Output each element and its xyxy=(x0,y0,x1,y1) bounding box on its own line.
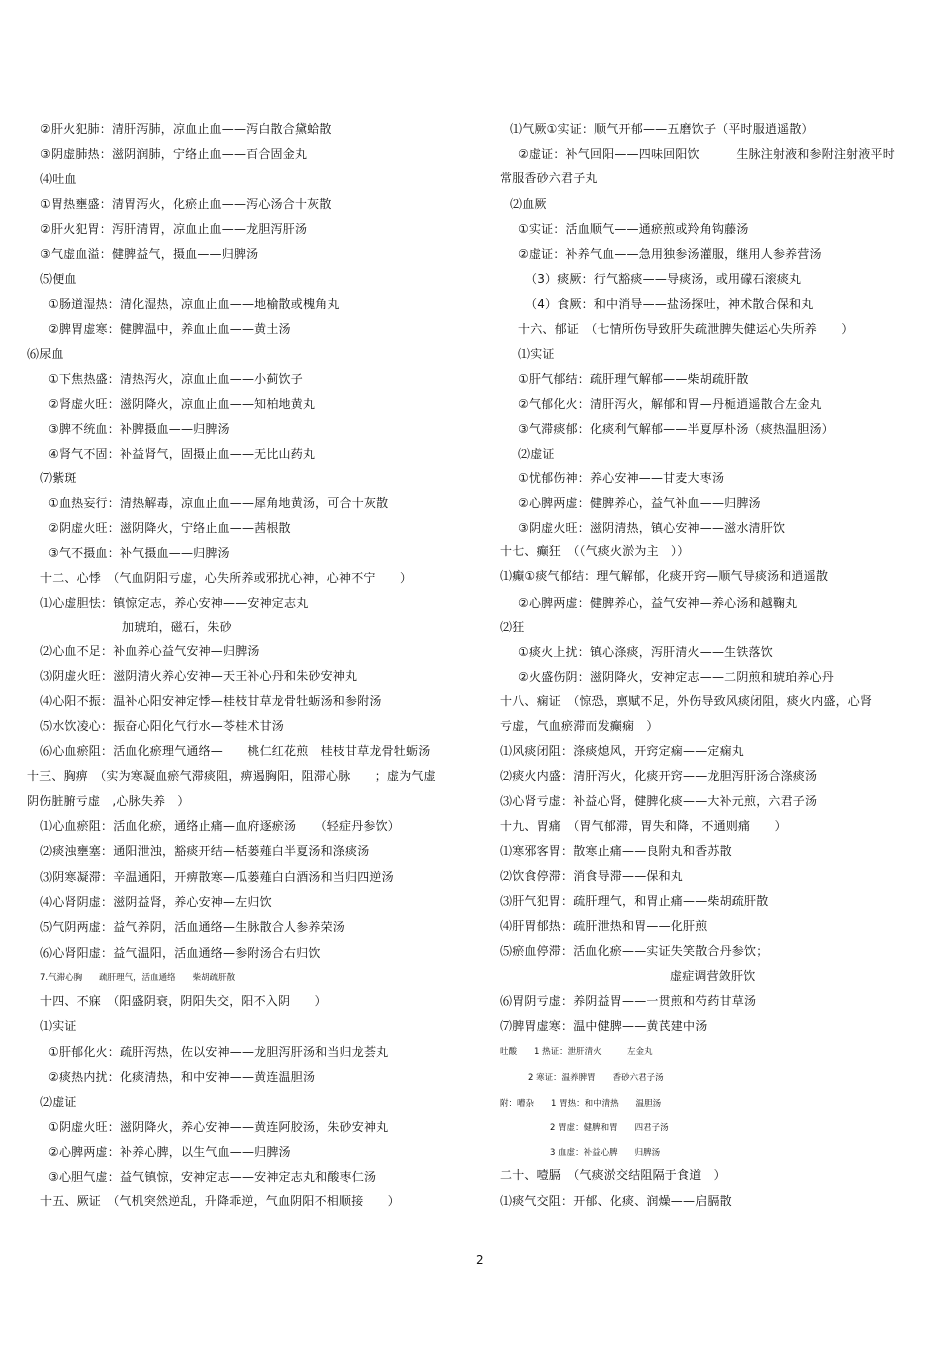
text-line: ⑷吐血 xyxy=(40,172,77,186)
page-number: 2 xyxy=(476,1253,484,1267)
text-line: ⑴心虚胆怯：镇惊定志，养心安神——安神定志丸 xyxy=(40,596,309,610)
text-line: ④肾气不固：补益肾气，固摄止血——无比山药丸 xyxy=(48,447,316,461)
text-line: ⑹尿血 xyxy=(27,347,64,361)
text-line: ⑵饮食停滞：消食导滞——保和丸 xyxy=(500,869,684,883)
text-line: ①胃热壅盛：清胃泻火，化瘀止血——泻心汤合十灰散 xyxy=(40,197,332,211)
text-line: 亏虚，气血瘀滞而发癫痫 ） xyxy=(500,719,659,733)
text-line: 阴伤脏腑亏虚 ,心脉失养 ） xyxy=(27,794,190,808)
text-line: 加琥珀，磁石，朱砂 xyxy=(122,620,232,634)
text-line: ⑵痰浊壅塞：通阳泄浊，豁痰开结—栝蒌薤白半夏汤和涤痰汤 xyxy=(40,844,370,858)
text-line: ⑹心血瘀阻：活血化瘀理气通络— 桃仁红花煎 桂枝甘草龙骨牡蛎汤 xyxy=(40,744,431,758)
text-line: ⑵心血不足：补血养心益气安神—归脾汤 xyxy=(40,644,260,658)
section-heading: 十八、痫证 （惊恐，禀赋不足，外伤导致风痰闭阻，痰火内盛，心肾 xyxy=(500,694,873,708)
section-heading: 十三、胸痹 （实为寒凝血瘀气滞痰阻，痹遏胸阳，阻滞心脉 ；虚为气虚 xyxy=(27,769,436,783)
text-line: ②肝火犯肺：清肝泻肺，凉血止血——泻白散合黛蛤散 xyxy=(40,122,332,136)
text-line: ⑷心阳不振：温补心阳安神定悸—桂枝甘草龙骨牡蛎汤和参附汤 xyxy=(40,694,382,708)
text-line: ②心脾两虚：健脾养心，益气安神—养心汤和越鞠丸 xyxy=(518,596,798,610)
text-line: ①痰火上扰：镇心涤痰，泻肝清火——生铁落饮 xyxy=(518,645,773,659)
text-line: （3）痰厥：行气豁痰——导痰汤，或用礞石滚痰丸 xyxy=(525,272,802,286)
text-line: ②虚证：补养气血——急用独参汤灌服，继用人参养营汤 xyxy=(518,247,822,261)
text-line: ⑸气阴两虚：益气养阴，活血通络—生脉散合人参养荣汤 xyxy=(40,920,346,934)
text-line: ⑴实证 xyxy=(40,1019,77,1033)
text-line: ③脾不统血：补脾摄血——归脾汤 xyxy=(48,422,230,436)
text-line: ⑵血厥 xyxy=(510,197,547,211)
text-line: ⑶阴寒凝滞：辛温通阳，开痹散寒—瓜蒌薤白白酒汤和当归四逆汤 xyxy=(40,870,394,884)
text-line: ⑷肝胃郁热：疏肝泄热和胃——化肝煎 xyxy=(500,919,708,933)
text-line: ①肠道湿热：清化湿热，凉血止血——地榆散或槐角丸 xyxy=(48,297,340,311)
text-line: ⑴风痰闭阻：涤痰熄风，开窍定痫——定痫丸 xyxy=(500,744,745,758)
text-line: ⑶肝气犯胃：疏肝理气，和胃止痛——柴胡疏肝散 xyxy=(500,894,769,908)
text-line: ①阴虚火旺：滋阴降火，养心安神——黄连阿胶汤，朱砂安神丸 xyxy=(48,1120,389,1134)
text-line: ⑴实证 xyxy=(518,347,555,361)
text-line: ③阴虚肺热：滋阴润肺，宁络止血——百合固金丸 xyxy=(40,147,308,161)
text-line: ⑶阴虚火旺：滋阴清火养心安神—天王补心丹和朱砂安神丸 xyxy=(40,669,358,683)
text-line: ⑴寒邪客胃：散寒止痛——良附丸和香苏散 xyxy=(500,844,732,858)
text-line: 虚症调营敛肝饮 xyxy=(670,969,756,983)
text-line: ②虚证：补气回阳——四味回阳饮 生脉注射液和参附注射液平时 xyxy=(518,147,895,161)
text-line: 7.气滞心胸 疏肝理气，活血通络 柴胡疏肝散 xyxy=(40,973,236,983)
section-heading: 十九、胃痛 （胃气郁滞，胃失和降，不通则痛 ） xyxy=(500,819,787,833)
text-line: ⑴癫①痰气郁结：理气解郁，化痰开窍—顺气导痰汤和逍遥散 xyxy=(500,569,829,583)
text-line: ③气不摄血：补气摄血——归脾汤 xyxy=(48,546,230,560)
text-line: （4）食厥：和中消导——盐汤探吐，神术散合保和丸 xyxy=(525,297,814,311)
text-line: ⑸瘀血停滞：活血化瘀——实证失笑散合丹参饮； xyxy=(500,944,769,958)
text-line: ②痰热内扰：化痰清热，和中安神——黄连温胆汤 xyxy=(48,1070,316,1084)
text-line: ①肝郁化火：疏肝泻热，佐以安神——龙胆泻肝汤和当归龙荟丸 xyxy=(48,1045,389,1059)
section-heading: 十二、心悸 （气血阴阳亏虚，心失所养或邪扰心神，心神不宁 ） xyxy=(40,571,413,585)
text-line: ①实证：活血顺气——通瘀煎或羚角钩藤汤 xyxy=(518,222,749,236)
text-line: 常服香砂六君子丸 xyxy=(500,171,598,185)
text-line: ②气郁化火：清肝泻火，解郁和胃—丹栀逍遥散合左金丸 xyxy=(518,397,822,411)
text-line: ③气滞痰郁：化痰利气解郁——半夏厚朴汤（痰热温胆汤） xyxy=(518,422,834,436)
text-line: ②阴虚火旺：滋阴降火，宁络止血——茜根散 xyxy=(48,521,291,535)
text-line: ⑶心肾亏虚：补益心肾，健脾化痰——大补元煎，六君子汤 xyxy=(500,794,818,808)
text-line: ③气虚血溢：健脾益气，摄血——归脾汤 xyxy=(40,247,259,261)
section-heading: 十五、厥证 （气机突然逆乱，升降乖逆，气血阴阳不相顺接 ） xyxy=(40,1194,401,1208)
text-line: ①血热妄行：清热解毒，凉血止血——犀角地黄汤，可合十灰散 xyxy=(48,496,389,510)
text-line: ⑸便血 xyxy=(40,272,77,286)
text-line: ③心胆气虚：益气镇惊，安神定志——安神定志丸和酸枣仁汤 xyxy=(48,1170,377,1184)
text-line: ⑴气厥①实证：顺气开郁——五磨饮子（平时服逍遥散） xyxy=(510,122,814,136)
text-line: ⑸水饮凌心：振奋心阳化气行水—苓桂术甘汤 xyxy=(40,719,285,733)
text-line: ②火盛伤阴：滋阴降火，安神定志——二阴煎和琥珀养心丹 xyxy=(518,670,834,684)
text-line: ②肾虚火旺：滋阴降火，凉血止血——知柏地黄丸 xyxy=(48,397,316,411)
text-line: ⑵虚证 xyxy=(40,1095,77,1109)
text-line: ⑵痰火内盛：清肝泻火，化痰开窍——龙胆泻肝汤合涤痰汤 xyxy=(500,769,818,783)
text-line: ⑵狂 xyxy=(500,620,525,634)
text-line: ②心脾两虚：补养心脾，以生气血——归脾汤 xyxy=(48,1145,291,1159)
text-line: ②脾胃虚寒：健脾温中，养血止血——黄土汤 xyxy=(48,322,291,336)
text-line: ①肝气郁结：疏肝理气解郁——柴胡疏肝散 xyxy=(518,372,749,386)
text-line: 吐酸 1 热证：泄肝清火 左金丸 xyxy=(500,1047,653,1057)
text-line: ⑺脾胃虚寒：温中健脾——黄芪建中汤 xyxy=(500,1019,708,1033)
text-line: ①忧郁伤神：养心安神——甘麦大枣汤 xyxy=(518,471,725,485)
text-line: ⑷心肾阴虚：滋阴益肾，养心安神—左归饮 xyxy=(40,895,272,909)
text-line: ②肝火犯胃：泻肝清胃，凉血止血——龙胆泻肝汤 xyxy=(40,222,308,236)
text-line: 2 寒证：温养脾胃 香砂六君子汤 xyxy=(528,1073,664,1083)
section-heading: 十四、不寐 （阳盛阴衰，阴阳失交，阳不入阴 ） xyxy=(40,994,327,1008)
section-heading: 十七、癫狂 （（气痰火淤为主 ）） xyxy=(500,544,690,558)
text-line: ⑴痰气交阻：开郁、化痰、润燥——启膈散 xyxy=(500,1194,732,1208)
text-line: ③阴虚火旺：滋阴清热，镇心安神——滋水清肝饮 xyxy=(518,521,786,535)
text-line: ⑺紫斑 xyxy=(40,471,77,485)
text-line: ⑹心肾阳虚：益气温阳，活血通络—参附汤合右归饮 xyxy=(40,946,321,960)
text-line: ⑹胃阴亏虚：养阴益胃——一贯煎和芍药甘草汤 xyxy=(500,994,757,1008)
section-heading: 十六、郁证 （七情所伤导致肝失疏泄脾失健运心失所养 ） xyxy=(518,322,854,336)
text-line: 附：嘈杂 1 胃热：和中清热 温胆汤 xyxy=(500,1099,662,1109)
text-line: ⑴心血瘀阻：活血化瘀，通络止痛—血府逐瘀汤 （轻症丹参饮） xyxy=(40,819,401,833)
text-line: ①下焦热盛：清热泻火，凉血止血——小蓟饮子 xyxy=(48,372,303,386)
text-line: ②心脾两虚：健脾养心，益气补血——归脾汤 xyxy=(518,496,761,510)
text-line: ⑵虚证 xyxy=(518,447,555,461)
text-line: 3 血虚：补益心脾 归脾汤 xyxy=(550,1148,661,1158)
section-heading: 二十、噎膈 （气痰淤交结阻隔于食道 ） xyxy=(500,1168,726,1182)
text-line: 2 胃虚：健脾和胃 四君子汤 xyxy=(550,1123,669,1133)
